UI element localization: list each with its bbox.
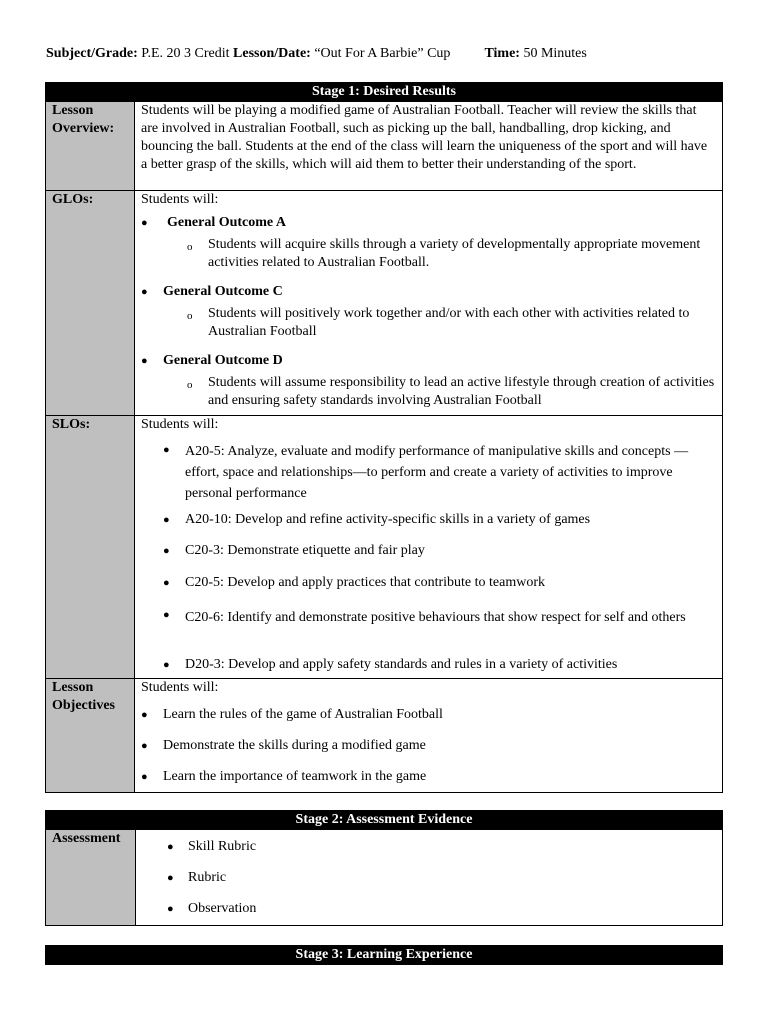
subject-label: Subject/Grade: xyxy=(46,46,138,61)
slo-text: C20-3: Demonstrate etiquette and fair play xyxy=(185,543,425,558)
stage3-table xyxy=(45,945,723,965)
assessment-item xyxy=(142,838,716,869)
glo-title: General Outcome C xyxy=(163,284,283,299)
bullet-icon: ● xyxy=(167,903,174,915)
glo-title: General Outcome A xyxy=(167,215,286,230)
bullet-icon: ● xyxy=(141,709,148,721)
bullet-icon: ● xyxy=(141,217,148,229)
stage2-table xyxy=(45,810,723,926)
slo-item xyxy=(141,574,716,606)
glo-title: General Outcome D xyxy=(163,353,283,368)
objective-item xyxy=(141,737,716,768)
assessment-text: Skill Rubric xyxy=(188,839,257,854)
assessment-item xyxy=(142,869,716,900)
stage1-table xyxy=(45,82,723,793)
objective-text: Learn the importance of teamwork in the game xyxy=(163,769,427,784)
slo-item xyxy=(141,441,716,505)
glo-detail: Students will positively work together and/or with each other with activities related to Australian Football xyxy=(208,306,690,339)
slo-item xyxy=(141,606,716,656)
circle-bullet-icon: o xyxy=(187,241,193,253)
slo-text: A20-10: Develop and refine activity-specific skills in a variety of games xyxy=(185,512,591,527)
slos-content xyxy=(135,416,723,679)
overview-label-line1: Lesson xyxy=(52,103,94,118)
subject-value: P.E. 20 3 Credit xyxy=(137,46,234,61)
stage2-title: Stage 2: Assessment Evidence xyxy=(46,811,723,830)
slos-intro: Students will: xyxy=(141,417,219,432)
bullet-icon: ● xyxy=(141,355,148,367)
glo-detail: Students will assume responsibility to lead an active lifestyle through creation of activities and ensuring safety standards involving Australian Football xyxy=(208,375,715,408)
slo-text: C20-6: Identify and demonstrate positive behaviours that show respect for self and others xyxy=(185,610,686,625)
slo-text: A20-5: Analyze, evaluate and modify performance of manipulative skills and concepts —effort, space and relationships—to perform and create a variety of activities to improve personal performance xyxy=(185,444,689,501)
bullet-icon: ● xyxy=(163,545,170,557)
bullet-icon: ● xyxy=(163,577,170,589)
glos-label: GLOs: xyxy=(46,191,135,416)
stage1-title: Stage 1: Desired Results xyxy=(46,83,723,102)
glo-item xyxy=(141,283,716,347)
glo-detail: Students will acquire skills through a variety of developmentally appropriate movement activities related to Australian Football. xyxy=(208,237,701,270)
bullet-icon: ● xyxy=(163,609,170,621)
bullet-icon: ● xyxy=(167,841,174,853)
objective-text: Learn the rules of the game of Australian Football xyxy=(163,707,443,722)
bullet-icon: ● xyxy=(141,740,148,752)
circle-bullet-icon: o xyxy=(187,379,193,391)
time-label: Time: xyxy=(484,46,520,61)
objective-item xyxy=(141,706,716,737)
bullet-icon: ● xyxy=(167,872,174,884)
lesson-label: Lesson/Date: xyxy=(233,46,311,61)
glos-intro: Students will: xyxy=(141,192,219,207)
lesson-header xyxy=(46,46,587,62)
objective-item xyxy=(141,768,716,792)
slo-item xyxy=(141,511,716,542)
assessment-item xyxy=(142,900,716,922)
objectives-label-line1: Lesson xyxy=(52,680,94,695)
objective-text: Demonstrate the skills during a modified game xyxy=(163,738,426,753)
stage3-title: Stage 3: Learning Experience xyxy=(46,946,723,965)
assessment-content xyxy=(136,830,723,926)
assessment-text: Observation xyxy=(188,901,257,916)
slo-item xyxy=(141,656,716,676)
assessment-label: Assessment xyxy=(46,830,136,926)
bullet-icon: ● xyxy=(141,771,148,783)
slo-item xyxy=(141,542,716,574)
overview-label xyxy=(46,102,135,191)
slos-label: SLOs: xyxy=(46,416,135,679)
glo-item xyxy=(141,352,716,412)
slo-text: D20-3: Develop and apply safety standards and rules in a variety of activities xyxy=(185,657,618,672)
time-value: 50 Minutes xyxy=(519,46,587,61)
overview-label-line2: Overview: xyxy=(52,121,115,136)
slo-text: C20-5: Develop and apply practices that contribute to teamwork xyxy=(185,575,546,590)
assessment-text: Rubric xyxy=(188,870,227,885)
bullet-icon: ● xyxy=(163,659,170,671)
overview-text: Students will be playing a modified game of Australian Football. Teacher will review the skills that are involved in Australian Football, such as picking up the ball, handballing, drop kicking, and bouncing the ball. Students at the end of the class will learn the uniqueness of the sport and will have a better grasp of the skills, which will aid them to better their understanding of the sport. xyxy=(135,102,723,191)
glos-content xyxy=(135,191,723,416)
objectives-label-line2: Objectives xyxy=(52,698,115,713)
objectives-label xyxy=(46,679,135,793)
circle-bullet-icon: o xyxy=(187,310,193,322)
objectives-content xyxy=(135,679,723,793)
lesson-value: “Out For A Barbie” Cup xyxy=(310,46,451,61)
bullet-icon: ● xyxy=(163,444,170,456)
bullet-icon: ● xyxy=(163,514,170,526)
glo-item xyxy=(141,214,716,278)
objectives-intro: Students will: xyxy=(141,680,219,695)
bullet-icon: ● xyxy=(141,286,148,298)
